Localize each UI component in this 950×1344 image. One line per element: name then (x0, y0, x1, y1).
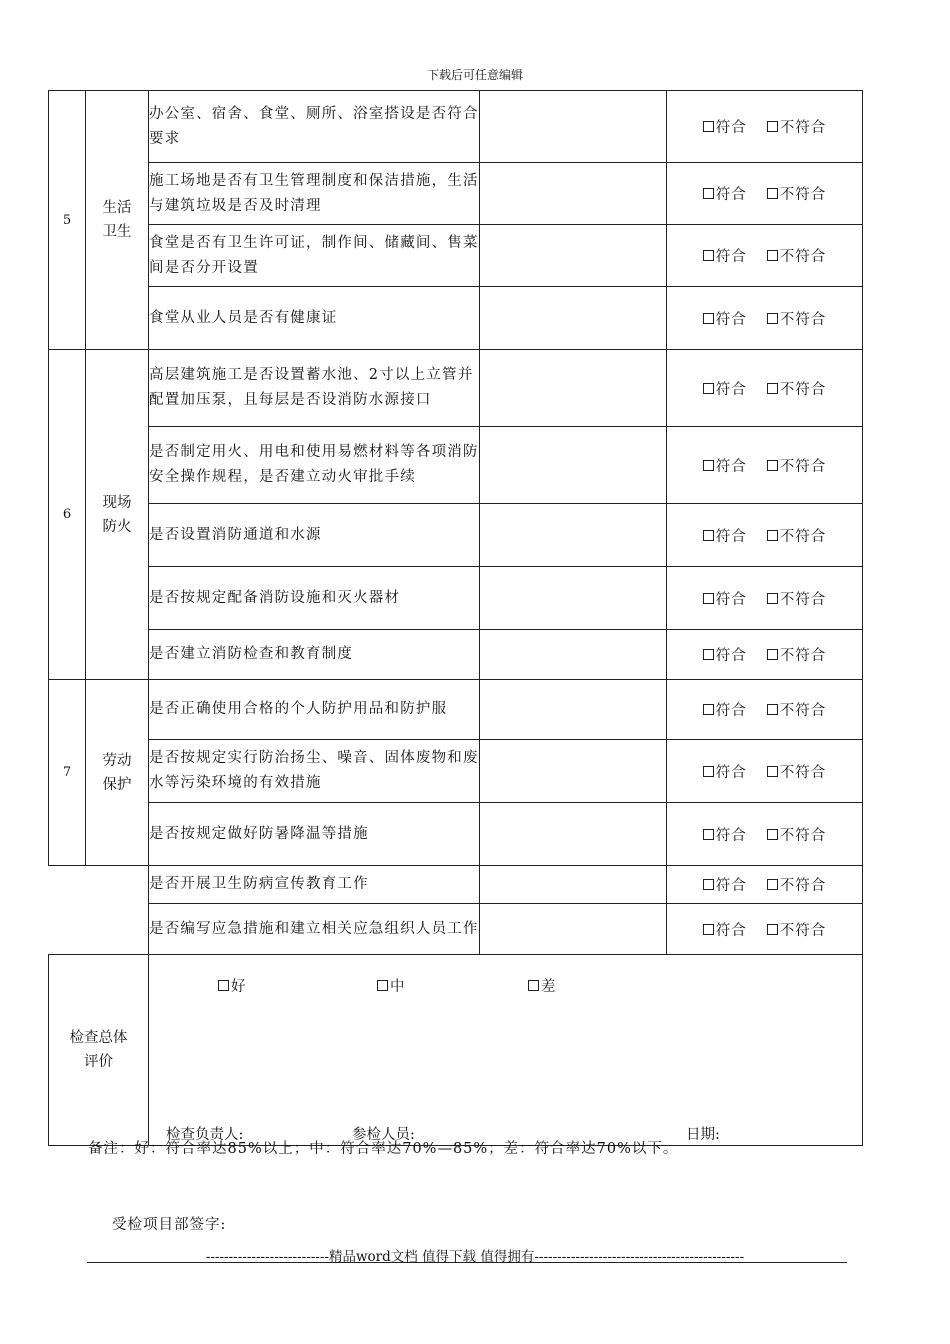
checkbox-icon (703, 460, 714, 471)
result-cell (667, 427, 863, 504)
check-item-text: 是否按规定实行防治扬尘、噪音、固体废物和废水等污染环境的有效措施 (149, 740, 480, 803)
pass-checkbox[interactable]: 符合 (703, 525, 747, 546)
remarks-cell[interactable] (480, 680, 667, 740)
checkbox-icon (703, 649, 714, 660)
section-category: 生活 卫生 (86, 91, 149, 350)
grade-good-checkbox[interactable]: 好 (218, 975, 246, 996)
pass-checkbox[interactable]: 符合 (703, 761, 747, 782)
inspection-table (48, 90, 863, 1146)
result-cell (667, 866, 863, 904)
pass-checkbox[interactable]: 符合 (703, 919, 747, 940)
check-row (49, 866, 863, 904)
pass-checkbox[interactable]: 符合 (703, 378, 747, 399)
remarks-cell[interactable] (480, 740, 667, 803)
checkbox-icon (767, 593, 778, 604)
check-row (49, 427, 863, 504)
pass-checkbox[interactable]: 符合 (703, 183, 747, 204)
fail-checkbox[interactable]: 不符合 (767, 455, 827, 476)
pass-checkbox[interactable]: 符合 (703, 874, 747, 895)
check-item-text: 施工场地是否有卫生管理制度和保洁措施，生活与建筑垃圾是否及时清理 (149, 163, 480, 225)
fail-checkbox[interactable]: 不符合 (767, 378, 827, 399)
checkbox-icon (703, 704, 714, 715)
fail-checkbox[interactable]: 不符合 (767, 824, 827, 845)
grade-medium-checkbox[interactable]: 中 (377, 975, 405, 996)
checkbox-icon (767, 704, 778, 715)
remarks-cell[interactable] (480, 427, 667, 504)
page-footer: ---------------------------精品word文档 值得下载 值得拥有---------------------------------------------- (205, 1249, 745, 1265)
check-row (49, 504, 863, 567)
grade-poor-checkbox[interactable]: 差 (528, 975, 556, 996)
checkbox-icon (767, 250, 778, 261)
result-cell (667, 680, 863, 740)
check-item-text: 是否按规定配备消防设施和灭火器材 (149, 567, 480, 630)
result-cell (667, 225, 863, 287)
remarks-cell[interactable] (480, 225, 667, 287)
checkbox-icon (767, 313, 778, 324)
fail-checkbox[interactable]: 不符合 (767, 245, 827, 266)
check-item-text: 食堂从业人员是否有健康证 (149, 287, 480, 350)
checkbox-icon (767, 924, 778, 935)
result-cell (667, 350, 863, 427)
fail-checkbox[interactable]: 不符合 (767, 183, 827, 204)
result-cell (667, 803, 863, 866)
checkbox-icon (703, 530, 714, 541)
fail-checkbox[interactable]: 不符合 (767, 919, 827, 940)
checkbox-icon (703, 250, 714, 261)
date-label: 日期: (686, 1127, 720, 1143)
pass-checkbox[interactable]: 符合 (703, 644, 747, 665)
remarks-note: 备注：好：符合率达85%以上；中：符合率达70%—85%；差：符合率达70%以下。 (88, 1141, 679, 1157)
section-number: 5 (49, 91, 86, 350)
check-row (49, 904, 863, 955)
result-cell (667, 163, 863, 225)
checkbox-icon (767, 766, 778, 777)
remarks-cell[interactable] (480, 630, 667, 680)
result-cell (667, 904, 863, 955)
fail-checkbox[interactable]: 不符合 (767, 588, 827, 609)
blank-cell (49, 866, 149, 955)
checkbox-icon (767, 460, 778, 471)
participants-label: 参检人员: (352, 1127, 415, 1143)
checkbox-icon (703, 383, 714, 394)
fail-checkbox[interactable]: 不符合 (767, 308, 827, 329)
remarks-cell[interactable] (480, 504, 667, 567)
result-cell (667, 567, 863, 630)
pass-checkbox[interactable]: 符合 (703, 455, 747, 476)
remarks-cell[interactable] (480, 163, 667, 225)
remarks-cell[interactable] (480, 287, 667, 350)
checkbox-icon (767, 649, 778, 660)
section-category: 劳动 保护 (86, 680, 149, 866)
checkbox-icon (703, 924, 714, 935)
checkbox-icon (767, 530, 778, 541)
evaluation-label: 检查总体 评价 (49, 955, 149, 1146)
fail-checkbox[interactable]: 不符合 (767, 699, 827, 720)
fail-checkbox[interactable]: 不符合 (767, 116, 827, 137)
check-item-text: 是否正确使用合格的个人防护用品和防护服 (149, 680, 480, 740)
check-row (49, 630, 863, 680)
checkbox-icon (703, 829, 714, 840)
checkbox-icon (703, 121, 714, 132)
check-item-text: 是否设置消防通道和水源 (149, 504, 480, 567)
check-item-text: 是否按规定做好防暑降温等措施 (149, 803, 480, 866)
section-category: 现场 防火 (86, 350, 149, 680)
remarks-cell[interactable] (480, 567, 667, 630)
check-row (49, 91, 863, 163)
checkbox-icon (767, 879, 778, 890)
check-row (49, 163, 863, 225)
check-row (49, 740, 863, 803)
check-item-text: 是否制定用火、用电和使用易燃材料等各项消防安全操作规程，是否建立动火审批手续 (149, 427, 480, 504)
check-row (49, 350, 863, 427)
check-row (49, 287, 863, 350)
result-cell (667, 504, 863, 567)
pass-checkbox[interactable]: 符合 (703, 116, 747, 137)
check-row (49, 225, 863, 287)
check-item-text: 高层建筑施工是否设置蓄水池、2寸以上立管并配置加压泵，且每层是否设消防水源接口 (149, 350, 480, 427)
check-item-text: 是否编写应急措施和建立相关应急组织人员工作 (149, 904, 480, 955)
result-cell (667, 740, 863, 803)
result-cell (667, 287, 863, 350)
fail-checkbox[interactable]: 不符合 (767, 761, 827, 782)
checkbox-icon (767, 188, 778, 199)
check-item-text: 是否建立消防检查和教育制度 (149, 630, 480, 680)
result-cell (667, 630, 863, 680)
remarks-cell[interactable] (480, 91, 667, 163)
check-row (49, 567, 863, 630)
checkbox-icon (703, 188, 714, 199)
pass-checkbox[interactable]: 符合 (703, 308, 747, 329)
check-item-text: 食堂是否有卫生许可证，制作间、储藏间、售菜间是否分开设置 (149, 225, 480, 287)
section-number: 6 (49, 350, 86, 680)
evaluation-row (49, 955, 863, 1146)
checkbox-icon (703, 766, 714, 777)
inspector-label: 检查负责人: (166, 1127, 244, 1143)
check-row (49, 680, 863, 740)
checkbox-icon (767, 829, 778, 840)
checkbox-icon (703, 593, 714, 604)
checkbox-icon (528, 980, 539, 991)
check-row (49, 803, 863, 866)
checkbox-icon (767, 121, 778, 132)
section-number: 7 (49, 680, 86, 866)
pass-checkbox[interactable]: 符合 (703, 588, 747, 609)
checkbox-icon (218, 980, 229, 991)
evaluation-cell (149, 955, 863, 1146)
check-item-text: 是否开展卫生防病宣传教育工作 (149, 866, 480, 904)
remarks-cell[interactable] (480, 866, 667, 904)
checkbox-icon (703, 879, 714, 890)
page-header: 下载后可任意编辑 (426, 68, 523, 82)
check-item-text: 办公室、宿舍、食堂、厕所、浴室搭设是否符合要求 (149, 91, 480, 163)
fail-checkbox[interactable]: 不符合 (767, 874, 827, 895)
checkbox-icon (377, 980, 388, 991)
checkbox-icon (703, 313, 714, 324)
result-cell (667, 91, 863, 163)
pass-checkbox[interactable]: 符合 (703, 699, 747, 720)
pass-checkbox[interactable]: 符合 (703, 245, 747, 266)
fail-checkbox[interactable]: 不符合 (767, 525, 827, 546)
remarks-cell[interactable] (480, 350, 667, 427)
checkbox-icon (767, 383, 778, 394)
remarks-cell[interactable] (480, 803, 667, 866)
fail-checkbox[interactable]: 不符合 (767, 644, 827, 665)
footer-divider (87, 1262, 847, 1263)
remarks-cell[interactable] (480, 904, 667, 955)
project-signature-label: 受检项目部签字: (112, 1217, 227, 1233)
pass-checkbox[interactable]: 符合 (703, 824, 747, 845)
